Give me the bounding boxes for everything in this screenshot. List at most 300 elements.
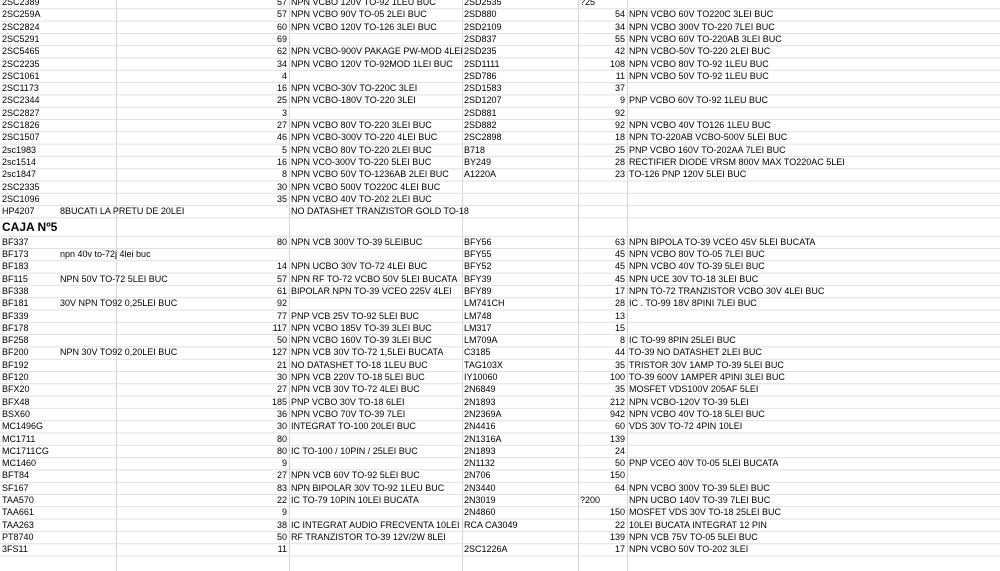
cell-code-2[interactable]: LM709A <box>464 335 498 346</box>
cell-code[interactable]: 2SC2235 <box>2 58 40 69</box>
cell-qty[interactable]: 127 <box>271 347 287 358</box>
cell-qty[interactable]: 38 <box>276 519 287 530</box>
cell-desc-2[interactable]: IC TO-99 8PIN 25LEI BUC <box>629 335 736 346</box>
cell-code-2[interactable]: BY249 <box>464 156 492 167</box>
cell-code[interactable]: BF258 <box>2 335 29 346</box>
cell-desc[interactable]: NPN VCBO 80V TO-220 2LEI BUC <box>291 144 432 155</box>
cell-code[interactable]: 2sc1514 <box>2 156 37 167</box>
cell-qty-2[interactable]: 11 <box>615 70 625 81</box>
cell-desc[interactable]: NO DATASHET TO-18 1LEU BUC <box>291 359 428 370</box>
cell-desc-2[interactable]: MOSFET VDS 30V TO-18 25LEI BUC <box>629 507 782 518</box>
cell-desc-2[interactable]: NPN VCB 75V TO-05 5LEI BUC <box>629 531 758 542</box>
cell-code[interactable]: 2sc1847 <box>2 169 37 180</box>
cell-desc-2[interactable]: PNP VCBO 160V TO-202AA 7LEI BUC <box>629 144 786 155</box>
cell-desc-2[interactable]: TO-39 NO DATASHET 2LEI BUC <box>629 347 762 358</box>
cell-qty-2[interactable]: 15 <box>614 322 625 333</box>
cell-note[interactable] <box>58 181 116 193</box>
cell-qty-2[interactable] <box>578 0 627 8</box>
cell-code-2[interactable]: BFY39 <box>464 273 492 284</box>
cell-qty-2[interactable]: 60 <box>614 421 625 432</box>
cell-desc[interactable]: IC TO-100 / 10PIN / 25LEI BUC <box>291 445 418 456</box>
cell-desc[interactable] <box>289 297 462 309</box>
cell-note[interactable]: npn 40v to-72j 4lei buc <box>60 249 151 259</box>
cell-code[interactable]: MC1711CG <box>2 445 49 456</box>
cell-note[interactable] <box>58 519 116 531</box>
cell-note[interactable] <box>58 168 116 180</box>
cell-note[interactable]: 30V NPN TO92 0,25LEI BUC <box>60 298 178 309</box>
cell-qty[interactable]: 92 <box>276 298 287 309</box>
table-row[interactable] <box>0 408 1000 420</box>
cell-code-2[interactable]: 2N706 <box>464 470 491 481</box>
cell-note[interactable]: 8BUCATI LA PRETU DE 20LEI <box>60 206 185 217</box>
cell-code-2[interactable]: 2N4860 <box>464 507 496 518</box>
cell-desc[interactable] <box>289 70 462 82</box>
cell-qty-2[interactable] <box>578 193 627 205</box>
cell-qty-2[interactable]: 45 <box>614 261 625 272</box>
cell-code-2[interactable] <box>462 531 578 543</box>
cell-desc-2[interactable]: NPN VCBO 60V TO220C 3LEI BUC <box>629 9 774 20</box>
cell-desc-2[interactable]: 10LEI BUCATA INTEGRAT 12 PIN <box>629 519 767 530</box>
cell-note[interactable] <box>58 144 116 156</box>
cell-note[interactable] <box>58 371 116 383</box>
cell-desc[interactable]: NPN UCBO 30V TO-72 4LEI BUC <box>291 261 428 272</box>
cell-qty[interactable]: 16 <box>276 156 287 167</box>
cell-code[interactable]: BF337 <box>2 236 29 247</box>
table-row[interactable] <box>0 8 1000 20</box>
table-row[interactable] <box>0 273 1000 285</box>
cell-code-2[interactable]: RCA CA3049 <box>464 519 518 530</box>
cell-qty-2[interactable]: 150 <box>609 507 625 518</box>
cell-note[interactable] <box>58 433 116 445</box>
cell-desc-2[interactable] <box>627 107 1000 119</box>
cell-desc[interactable]: NPN VCBO 80V TO-220 3LEI BUC <box>291 120 432 130</box>
cell-note[interactable] <box>58 445 116 457</box>
table-row[interactable] <box>0 494 1000 506</box>
cell-code[interactable]: MC1711 <box>2 433 36 444</box>
cell-desc-2[interactable] <box>627 445 1000 457</box>
cell-note[interactable] <box>58 58 116 70</box>
cell-desc-2[interactable]: NPN TO-72 TRANZISTOR VCBO 30V 4LEI BUC <box>629 285 825 296</box>
cell-code[interactable]: TAA570 <box>2 495 34 505</box>
cell-desc-2[interactable]: NPN VCBO 300V TO-220 7LEI BUC <box>629 21 775 32</box>
cell-qty-2[interactable]: 28 <box>614 298 625 309</box>
cell-qty-2[interactable]: 34 <box>614 21 625 32</box>
cell-desc-2[interactable]: NPN VCBO-50V TO-220 2LEI BUC <box>629 46 771 57</box>
cell-note[interactable] <box>58 334 116 346</box>
table-row[interactable] <box>0 144 1000 156</box>
cell-code-2[interactable]: BFY55 <box>464 249 492 259</box>
cell-desc[interactable]: NPN VCBO 90V TO-05 2LEI BUC <box>291 9 427 20</box>
cell-qty[interactable]: 34 <box>276 58 287 69</box>
cell-desc-2[interactable]: NPN VCBO 300V TO-39 5LEI BUC <box>629 482 770 493</box>
cell-desc[interactable]: NPN VCBO 120V TO-126 3LEI BUC <box>291 21 437 32</box>
cell-code[interactable]: BF183 <box>2 261 29 272</box>
cell-code[interactable]: 2SC1096 <box>2 193 40 204</box>
cell-qty[interactable]: 36 <box>276 408 287 419</box>
cell-desc[interactable]: NPN VCB 30V TO-72 4LEI BUC <box>291 384 420 395</box>
cell-code-2[interactable]: BFY89 <box>464 285 492 296</box>
cell-desc[interactable]: NPN VCBO 500V TO220C 4LEI BUC <box>291 181 441 192</box>
cell-desc-2[interactable]: RECTIFIER DIODE VRSM 800V MAX TO220AC 5LEI <box>629 156 845 167</box>
cell-desc[interactable]: IC INTEGRAT AUDIO FRECVENTA 10LEI <box>291 519 460 530</box>
cell-qty[interactable]: 46 <box>276 132 287 143</box>
cell-code[interactable]: SF167 <box>2 482 29 493</box>
cell-code-2[interactable] <box>462 205 578 217</box>
cell-qty[interactable]: 57 <box>276 0 287 7</box>
cell-qty-2[interactable]: 92 <box>614 107 625 118</box>
cell-code[interactable]: 2SC2389 <box>2 0 40 7</box>
cell-code[interactable]: HP4207 <box>2 206 35 217</box>
cell-qty[interactable]: 14 <box>276 261 287 272</box>
cell-code[interactable]: MC1460 <box>2 458 37 469</box>
cell-qty[interactable]: 4 <box>281 70 287 81</box>
cell-code[interactable]: TAA263 <box>2 519 34 530</box>
cell-desc-2[interactable]: IC . TO-99 18V 8PINI 7LEI BUC <box>629 298 757 309</box>
cell-code-2[interactable]: IY10060 <box>464 372 498 382</box>
cell-qty[interactable]: 80 <box>276 236 287 247</box>
table-row[interactable] <box>0 181 1000 193</box>
cell-code-2[interactable]: 2SD2535 <box>464 0 502 7</box>
cell-code[interactable]: 2SC2824 <box>2 21 40 32</box>
cell-code[interactable]: BFX48 <box>2 396 30 407</box>
cell-qty[interactable]: 30 <box>276 421 287 432</box>
cell-desc-2[interactable]: NPN VCBO 40V TO-39 5LEI BUC <box>629 261 765 272</box>
cell-code[interactable]: 2SC5465 <box>2 46 40 57</box>
cell-note[interactable] <box>58 322 116 334</box>
cell-qty[interactable] <box>116 205 289 217</box>
cell-desc[interactable]: NPN RF TO-72 VCBO 50V 5LEI BUCATA <box>291 273 458 284</box>
cell-qty-2[interactable] <box>578 181 627 193</box>
cell-qty-2[interactable]: 212 <box>609 396 625 407</box>
cell-desc[interactable]: PNP VCB 25V TO-92 5LEI BUC <box>291 310 420 321</box>
cell-code[interactable]: BF178 <box>2 322 29 333</box>
cell-code-2[interactable]: 2N1893 <box>464 396 496 407</box>
table-row[interactable] <box>0 433 1000 445</box>
cell-desc-2[interactable] <box>627 310 1000 322</box>
cell-note[interactable] <box>58 469 116 481</box>
cell-qty[interactable]: 5 <box>281 144 287 155</box>
cell-code[interactable]: 2SC259A <box>2 9 41 20</box>
cell-qty-2[interactable]: 55 <box>614 33 625 44</box>
cell-code[interactable]: BF173 <box>2 249 29 259</box>
table-row[interactable] <box>0 107 1000 119</box>
cell-qty[interactable]: 11 <box>277 544 287 555</box>
cell-qty[interactable]: 117 <box>272 322 287 333</box>
cell-qty[interactable]: 35 <box>276 193 287 204</box>
cell-code[interactable]: 2sc1983 <box>2 144 37 155</box>
cell-note[interactable] <box>58 82 116 94</box>
cell-desc-2[interactable]: TO-126 PNP 120V 5LEI BUC <box>629 169 747 180</box>
cell-desc-2[interactable]: NPN VCBO 80V TO-05 7LEI BUC <box>629 249 765 259</box>
cell-qty-2[interactable]: 139 <box>609 531 625 542</box>
table-row[interactable] <box>0 506 1000 518</box>
cell-qty-2[interactable]: 45 <box>614 249 625 259</box>
cell-qty-2[interactable]: 50 <box>614 458 625 469</box>
cell-code-2[interactable]: TAG103X <box>464 359 503 370</box>
cell-desc[interactable]: NPN VCBO-300V TO-220 4LEI BUC <box>291 132 438 143</box>
cell-desc[interactable]: RF TRANZISTOR TO-39 12V/2W 8LEI <box>291 531 446 542</box>
cell-desc[interactable] <box>289 457 462 469</box>
cell-code-2[interactable]: 2SD882 <box>464 120 497 130</box>
table-row[interactable] <box>0 70 1000 82</box>
cell-code[interactable]: BF120 <box>2 372 29 382</box>
cell-desc-2[interactable]: NPN VCBO 60V TO-220AB 3LEI BUC <box>629 33 782 44</box>
cell-desc[interactable] <box>289 220 462 234</box>
table-row[interactable] <box>0 359 1000 371</box>
cell-qty[interactable]: 21 <box>276 359 287 370</box>
cell-desc[interactable]: NPN VCB 60V TO-92 5LEI BUC <box>291 470 420 481</box>
cell-qty-2[interactable]: 17 <box>614 285 625 296</box>
table-row[interactable] <box>0 457 1000 469</box>
cell-qty[interactable]: 62 <box>276 46 287 57</box>
cell-code-2[interactable]: LM317 <box>464 322 492 333</box>
cell-code-2[interactable]: A1220A <box>464 169 497 180</box>
cell-desc-2[interactable]: TO-39 600V 1AMPER 4PINI 3LEI BUC <box>629 372 785 382</box>
cell-qty[interactable]: 60 <box>276 21 287 32</box>
cell-qty-2[interactable]: 942 <box>609 408 625 419</box>
cell-qty[interactable]: 50 <box>276 531 287 542</box>
cell-qty[interactable]: 8 <box>281 169 287 180</box>
table-row[interactable] <box>0 445 1000 457</box>
cell-desc-2[interactable]: VDS 30V TO-72 4PIN 10LEI <box>629 421 743 432</box>
cell-desc[interactable] <box>289 107 462 119</box>
table-row[interactable] <box>0 383 1000 395</box>
cell-qty-2[interactable]: 108 <box>609 58 625 69</box>
cell-code[interactable]: BSX60 <box>2 408 31 419</box>
cell-desc[interactable]: NPN VCBO 120V TO-92MOD 1LEI BUC <box>291 58 453 69</box>
cell-qty-2[interactable]: 13 <box>614 310 625 321</box>
table-row[interactable] <box>0 33 1000 45</box>
cell-desc[interactable]: IC TO-79 10PIN 10LEI BUCATA <box>291 495 419 505</box>
cell-desc[interactable] <box>289 543 462 555</box>
cell-qty-2[interactable]: 35 <box>614 384 625 395</box>
cell-note[interactable] <box>58 359 116 371</box>
table-row[interactable] <box>0 519 1000 531</box>
cell-desc-2[interactable] <box>627 193 1000 205</box>
cell-code[interactable]: BF192 <box>2 359 29 370</box>
table-row[interactable] <box>0 310 1000 322</box>
cell-desc[interactable]: INTEGRAT TO-100 20LEI BUC <box>291 421 416 432</box>
cell-code-2[interactable] <box>462 220 578 234</box>
cell-note[interactable] <box>58 506 116 518</box>
cell-note[interactable] <box>58 107 116 119</box>
cell-desc-2[interactable]: PNP VCBO 60V TO-92 1LEU BUC <box>629 95 769 106</box>
table-row[interactable] <box>0 531 1000 543</box>
cell-note[interactable] <box>58 383 116 395</box>
cell-desc[interactable] <box>289 248 462 260</box>
cell-desc[interactable]: BIPOLAR NPN TO-39 VCEO 225V 4LEI <box>291 285 452 296</box>
cell-note[interactable] <box>58 193 116 205</box>
cell-qty-2[interactable]: 64 <box>614 482 625 493</box>
cell-qty-2[interactable]: 139 <box>609 433 625 444</box>
cell-code[interactable]: BF338 <box>2 285 29 296</box>
cell-desc-2[interactable]: PNP VCEO 40V T0-05 5LEI BUCATA <box>629 458 779 469</box>
cell-desc-2[interactable]: MOSFET VDS100V 205AF 5LEI <box>629 384 759 395</box>
cell-qty[interactable]: 16 <box>276 83 287 94</box>
cell-desc[interactable]: NPN VCB 30V TO-72 1,5LEI BUCATA <box>291 347 444 358</box>
cell-note[interactable] <box>58 8 116 20</box>
cell-desc[interactable]: NPN VCBO 120V TO-92 1LEU BUC <box>291 0 436 7</box>
cell-qty[interactable]: 27 <box>276 470 287 481</box>
table-row[interactable] <box>0 168 1000 180</box>
cell-qty[interactable]: 30 <box>276 372 287 382</box>
cell-qty[interactable]: 57 <box>276 273 287 284</box>
cell-desc-2[interactable] <box>627 433 1000 445</box>
cell-code-2[interactable]: LM748 <box>464 310 492 321</box>
cell-qty[interactable]: 9 <box>281 507 287 518</box>
cell-desc[interactable]: PNP VCBO 30V TO-18 6LEI <box>291 396 405 407</box>
cell-note[interactable]: NPN 50V TO-72 5LEI BUC <box>60 273 168 284</box>
cell-qty[interactable]: 27 <box>276 120 287 130</box>
table-row[interactable] <box>0 322 1000 334</box>
cell-code-2[interactable]: 2N2369A <box>464 408 502 419</box>
cell-qty-2[interactable]: 17 <box>614 544 625 555</box>
cell-code[interactable]: 2SC5291 <box>2 33 40 44</box>
cell-note[interactable] <box>58 310 116 322</box>
cell-note[interactable] <box>58 33 116 45</box>
cell-qty-2[interactable]: 92 <box>614 120 625 130</box>
cell-code[interactable]: TAA661 <box>2 507 34 518</box>
cell-code-2[interactable]: 2SC2898 <box>464 132 502 143</box>
table-row[interactable] <box>0 469 1000 481</box>
cell-qty[interactable]: 80 <box>276 433 287 444</box>
cell-code[interactable]: BF115 <box>2 273 28 284</box>
cell-code-2[interactable]: 2SD235 <box>464 46 497 57</box>
cell-note[interactable] <box>58 236 116 248</box>
cell-qty-2[interactable]: 22 <box>614 519 625 530</box>
cell-qty-2[interactable] <box>578 220 627 234</box>
table-row[interactable] <box>0 297 1000 309</box>
cell-note[interactable] <box>58 408 116 420</box>
table-row[interactable] <box>0 371 1000 383</box>
cell-qty-2[interactable]: 100 <box>609 372 625 382</box>
table-row[interactable] <box>0 396 1000 408</box>
table-row[interactable] <box>0 45 1000 57</box>
cell-desc[interactable] <box>289 433 462 445</box>
cell-code-2[interactable]: 2SD1583 <box>464 83 502 94</box>
cell-desc-2[interactable] <box>627 469 1000 481</box>
cell-code-2[interactable]: BFY56 <box>464 236 492 247</box>
cell-note[interactable]: NPN 30V TO92 0,20LEI BUC <box>60 347 178 358</box>
cell-desc[interactable]: NPN VCBO 185V TO-39 3LEI BUC <box>291 322 432 333</box>
cell-desc-2[interactable] <box>627 220 1000 234</box>
cell-note[interactable] <box>58 45 116 57</box>
cell-code[interactable]: PT8740 <box>2 531 34 542</box>
cell-desc[interactable]: NPN VCO-300V TO-220 5LEI BUC <box>291 156 432 167</box>
cell-note[interactable] <box>58 0 116 8</box>
cell-qty-2[interactable] <box>578 494 627 506</box>
cell-note[interactable] <box>58 482 116 494</box>
cell-note[interactable] <box>58 220 116 234</box>
cell-code-2[interactable]: 2N1132 <box>464 458 495 469</box>
cell-desc[interactable]: NPN VCBO-180V TO-220 3LEI <box>291 95 416 106</box>
cell-desc-2[interactable]: NPN VCBO-120V TO-39 5LEI <box>629 396 749 407</box>
cell-qty[interactable]: 61 <box>276 285 287 296</box>
cell-qty-2[interactable]: 25 <box>614 144 625 155</box>
table-row[interactable] <box>0 156 1000 168</box>
cell-qty[interactable]: 69 <box>276 33 287 44</box>
cell-qty[interactable]: 57 <box>276 9 287 20</box>
cell-qty[interactable] <box>116 220 289 234</box>
cell-qty[interactable]: 30 <box>276 181 287 192</box>
cell-code-2[interactable]: B718 <box>464 144 486 155</box>
cell-desc-2[interactable]: NPN VCBO 40V TO-18 5LEI BUC <box>629 408 765 419</box>
table-row[interactable] <box>0 205 1000 217</box>
cell-qty-2[interactable]: 8 <box>619 335 625 346</box>
cell-qty-2[interactable]: 18 <box>614 132 625 143</box>
cell-desc[interactable]: NPN VCBO 70V TO-39 7LEI <box>291 408 406 419</box>
cell-qty[interactable]: 25 <box>276 95 287 106</box>
cell-code-2[interactable]: 2SD881 <box>464 107 497 118</box>
cell-qty-2[interactable]: 35 <box>614 359 625 370</box>
cell-desc[interactable]: NPN VCB 220V TO-18 5LEI BUC <box>291 372 425 382</box>
cell-desc-2[interactable] <box>627 0 1000 8</box>
cell-desc[interactable] <box>289 33 462 45</box>
cell-desc-2[interactable]: NPN UCE 30V TO-18 3LEI BUC <box>629 273 759 284</box>
cell-code-2[interactable]: 2SD1111 <box>464 58 500 69</box>
cell-qty-2[interactable] <box>578 205 627 217</box>
cell-code[interactable]: 2SC2335 <box>2 181 40 192</box>
cell-desc-2[interactable] <box>627 181 1000 193</box>
cell-desc[interactable]: NPN VCBO 50V TO-1236AB 2LEI BUC <box>291 169 449 180</box>
cell-qty-2[interactable]: 63 <box>614 236 625 247</box>
cell-desc-2[interactable]: NPN VCBO 40V TO126 1LEU BUC <box>629 120 771 130</box>
cell-code-2[interactable]: LM741CH <box>464 298 505 309</box>
table-row[interactable] <box>0 21 1000 33</box>
cell-code[interactable]: 2SC1507 <box>2 132 40 143</box>
table-row[interactable] <box>0 58 1000 70</box>
cell-qty[interactable]: 9 <box>281 458 287 469</box>
cell-desc-2[interactable]: NPN UCBO 140V TO-39 7LEI BUC <box>629 495 771 505</box>
cell-qty-2[interactable]: 24 <box>614 445 625 456</box>
table-row[interactable] <box>0 346 1000 358</box>
cell-code[interactable]: 2SC1826 <box>2 120 40 130</box>
cell-code-2[interactable]: 2N1316A <box>464 433 502 444</box>
cell-code[interactable]: BF181 <box>2 298 29 309</box>
cell-code[interactable]: 2SC1173 <box>2 83 39 94</box>
cell-code-2[interactable]: 2N3019 <box>464 495 496 505</box>
cell-note[interactable] <box>58 156 116 168</box>
table-row[interactable] <box>0 482 1000 494</box>
cell-code[interactable]: BFX20 <box>2 384 30 395</box>
cell-code[interactable]: MC1496G <box>2 421 44 432</box>
cell-code-2[interactable]: BFY52 <box>464 261 492 272</box>
cell-code[interactable]: 2SC2827 <box>2 107 40 118</box>
cell-note[interactable] <box>58 94 116 106</box>
cell-qty[interactable]: 80 <box>276 445 287 456</box>
cell-code[interactable]: 2SC2344 <box>2 95 40 106</box>
cell-note[interactable] <box>58 119 116 131</box>
cell-qty-2[interactable]: 45 <box>614 273 625 284</box>
cell-desc-2[interactable] <box>627 205 1000 217</box>
cell-note-2[interactable]: ?200 <box>580 495 601 505</box>
cell-note[interactable] <box>58 494 116 506</box>
cell-desc[interactable]: NO DATASHET TRANZISTOR GOLD TO-18 <box>291 206 469 217</box>
cell-desc[interactable]: NPN BIPOLAR 30V TO-92 1LEU BUC <box>291 482 445 493</box>
cell-code-2[interactable]: 2N6849 <box>464 384 496 395</box>
cell-desc[interactable]: NPN VCBO 40V TO-202 2LEI BUC <box>291 193 432 204</box>
cell-qty[interactable] <box>116 248 289 260</box>
cell-code-2[interactable]: C3185 <box>464 347 491 358</box>
cell-code-2[interactable]: 2SD837 <box>464 33 497 44</box>
cell-code[interactable]: BFT84 <box>2 470 30 481</box>
cell-code[interactable]: 3FS11 <box>2 544 28 555</box>
cell-note[interactable] <box>58 21 116 33</box>
cell-code-2[interactable]: 2N3440 <box>464 482 496 493</box>
cell-code-2[interactable]: 2SD1207 <box>464 95 502 106</box>
table-row[interactable] <box>0 131 1000 143</box>
cell-code-2[interactable]: 2N1893 <box>464 445 496 456</box>
